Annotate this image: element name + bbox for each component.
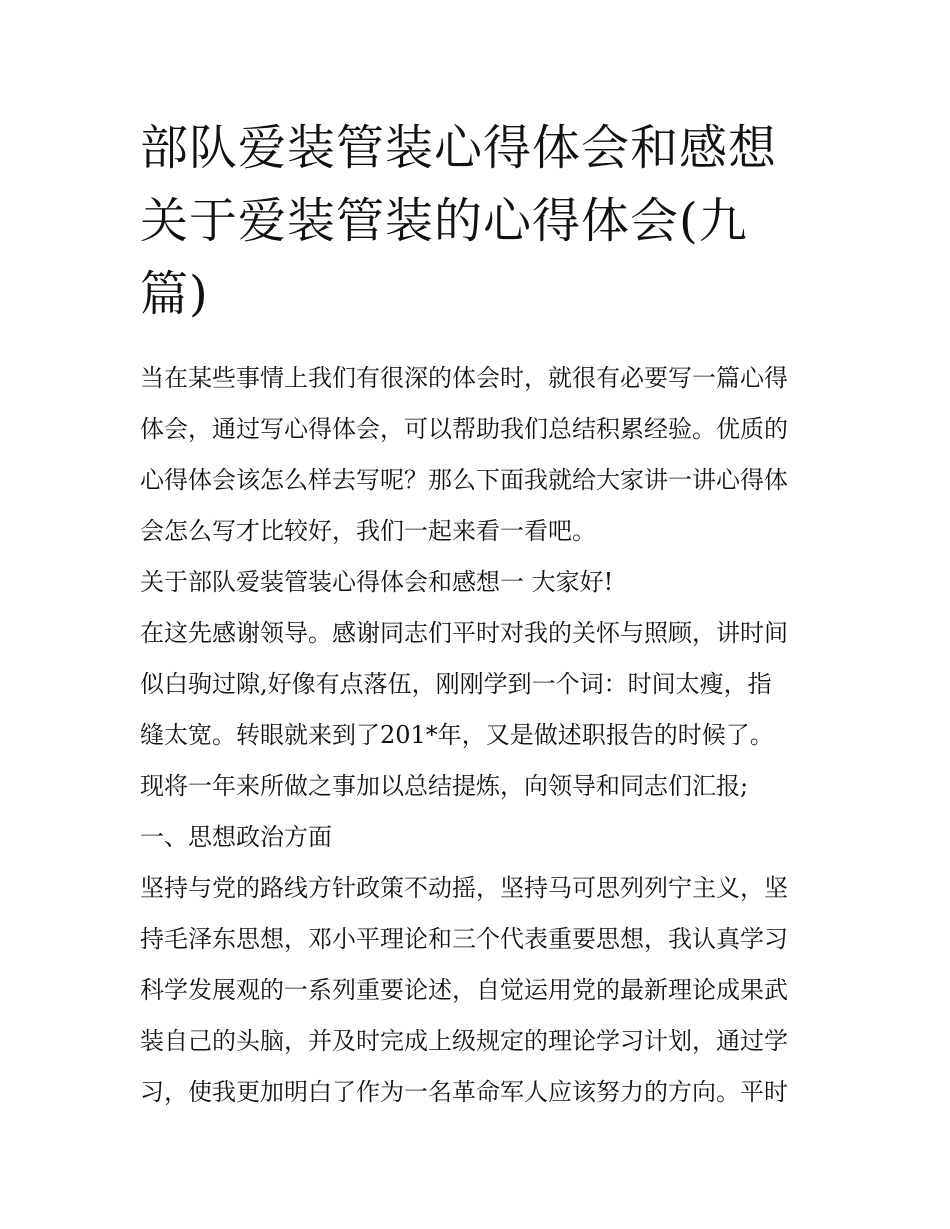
intro-paragraph xyxy=(140,353,820,557)
text-line: 体会，通过写心得体会，可以帮助我们总结积累经验。优质的 xyxy=(140,415,788,443)
title-line: 部队爱装管装心得体会和感想 xyxy=(140,120,778,176)
section-heading: 关于部队爱装管装心得体会和感想一 大家好! xyxy=(140,568,614,596)
text-line: 科学发展观的一系列重要论述，自觉运用党的最新理论成果武 xyxy=(140,976,788,1004)
subsection-heading: 一、思想政治方面 xyxy=(140,823,332,851)
text-line: 缝太宽。转眼就来到了201*年，又是做述职报告的时候了。 xyxy=(140,721,774,749)
title-line: 关于爱装管装的心得体会(九 xyxy=(140,193,748,249)
title-line: 篇) xyxy=(140,266,209,322)
text-line: 持毛泽东思想，邓小平理论和三个代表重要思想，我认真学习 xyxy=(140,925,788,953)
text-line: 似白驹过隙,好像有点落伍，刚刚学到一个词：时间太瘦，指 xyxy=(140,670,772,698)
text-line: 坚持与党的路线方针政策不动摇，坚持马可思列列宁主义，坚 xyxy=(140,874,788,902)
text-line: 心得体会该怎么样去写呢？那么下面我就给大家讲一讲心得体 xyxy=(140,466,788,494)
body-paragraph xyxy=(140,863,820,1118)
body-paragraph: 现将一年来所做之事加以总结提炼，向领导和同志们汇报; xyxy=(140,772,749,800)
text-line: 在这先感谢领导。感谢同志们平时对我的关怀与照顾，讲时间 xyxy=(140,619,788,647)
body-paragraph xyxy=(140,608,820,761)
text-line: 会怎么写才比较好，我们一起来看一看吧。 xyxy=(140,517,596,545)
text-line: 习，使我更加明白了作为一名革命军人应该努力的方向。平时 xyxy=(140,1078,788,1106)
text-line: 装自己的头脑，并及时完成上级规定的理论学习计划，通过学 xyxy=(140,1027,788,1055)
document-page xyxy=(140,112,820,1118)
document-title xyxy=(140,112,820,331)
text-line: 当在某些事情上我们有很深的体会时，就很有必要写一篇心得 xyxy=(140,364,788,392)
